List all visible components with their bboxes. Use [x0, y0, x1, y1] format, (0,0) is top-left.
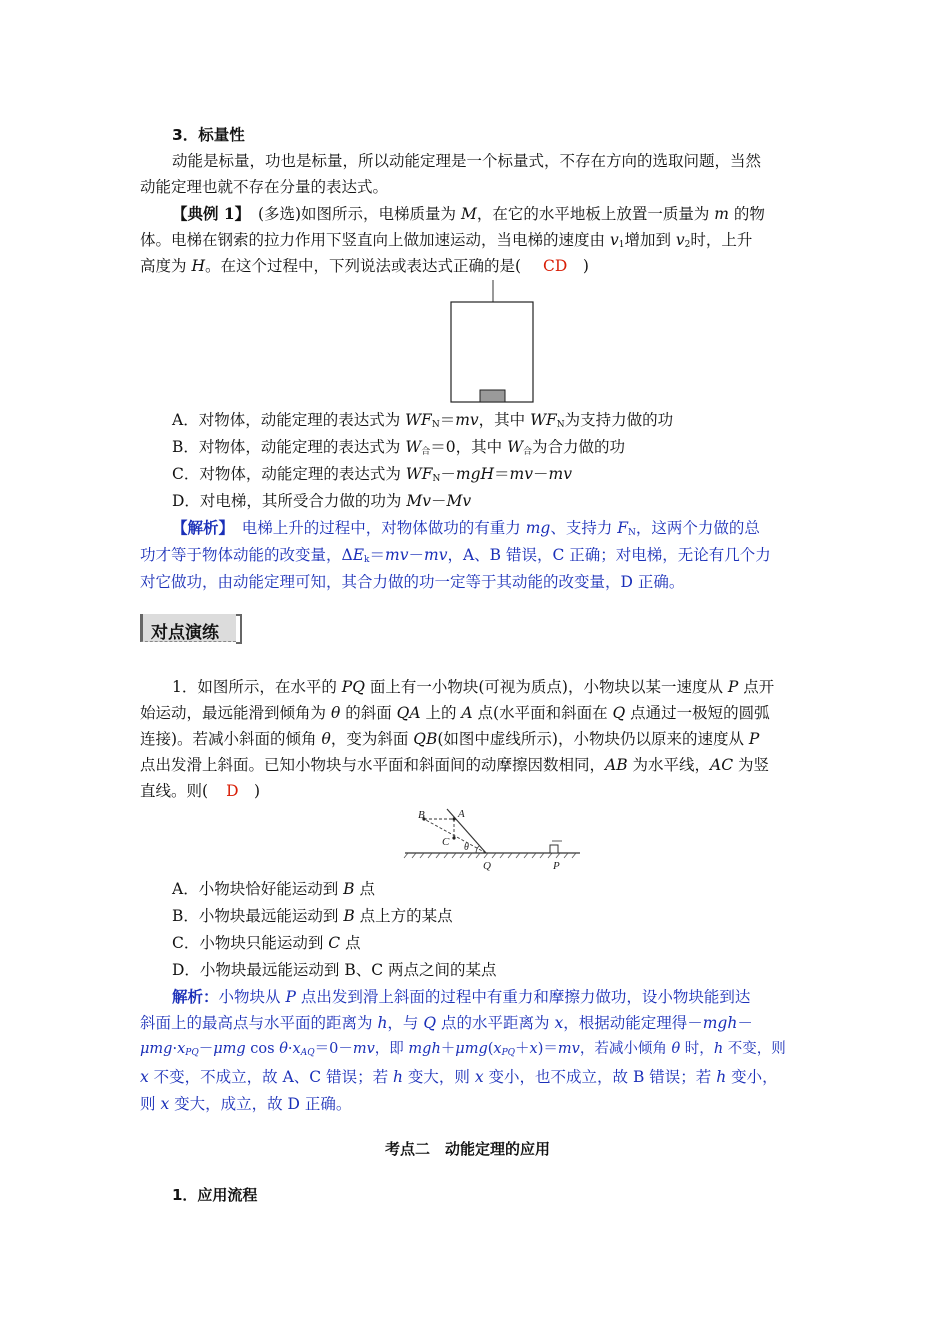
label-p: P	[553, 860, 560, 872]
incline-figure	[400, 805, 585, 875]
slope-qb	[424, 819, 486, 853]
angle-arc	[476, 846, 479, 853]
analysis1-line1: 【解析】 电梯上升的过程中，对物体做功的有重力 mg、支持力 $F_N$，这两个力做的总	[172, 518, 760, 538]
example1-answer: CD	[543, 257, 568, 275]
q1-option-a: A．小物块恰好能运动到 B 点	[172, 880, 375, 898]
flow-heading: 1．应用流程	[172, 1186, 258, 1204]
q1-line1: 1．如图所示，在水平的 PQ 面上有一小物块(可视为质点)，小物块以某一速度从 P 点开	[172, 678, 775, 696]
block	[480, 390, 505, 402]
analysis2-line1: 解析：小物块从 P 点出发到滑上斜面的过程中有重力和摩擦力做功，设小物块能到达	[172, 987, 751, 1006]
option-d: D．对电梯，其所受合力做的功为 Mv－Mv	[172, 492, 472, 510]
elevator-figure	[440, 280, 550, 406]
sec3-line2: 动能定理也就不存在分量的表达式。	[140, 178, 389, 196]
example-label: 【典例 1】	[172, 204, 243, 223]
analysis2-line5: 则 x 变大，成立，故 D 正确。	[140, 1095, 352, 1113]
q1-line3: 连接)。若减小斜面的倾角 θ，变为斜面 QB(如图中虚线所示)，小物块仍以原来的速度从 P	[140, 730, 760, 748]
ground-hatching	[404, 853, 576, 858]
analysis1-line2: 功才等于物体动能的改变量，$\Delta E_k=mv-mv$，A、B 错误，C 正确；对电梯，无论有几个力	[140, 546, 771, 565]
topic-heading: 考点二 动能定理的应用	[385, 1140, 551, 1158]
label-a: A	[458, 808, 465, 820]
q1-line5: 直线。则( D )	[140, 782, 261, 800]
option-c: C．对物体，动能定理的表达式为 $WF_N-mgH=mv-mv$	[172, 465, 572, 484]
option-b: B．对物体，动能定理的表达式为 $W_合=0$，其中 $W_合$为合力做的功	[172, 438, 626, 457]
analysis2-line3: $\mu mg\cdot x_{PQ}-\mu mg$ $\cos \theta\cdot x_{AQ}=0-mv$，即 $mgh+\mu mg(x_{PQ}+x)=mv$，若减小倾角 θ 时，h 不变，则	[140, 1041, 786, 1058]
label-b: B	[418, 809, 425, 821]
analysis1-line3: 对它做功，由动能定理可知，其合力做的功一定等于其动能的改变量，D 正确。	[140, 573, 685, 591]
q1-line2: 始运动，最远能滑到倾角为 θ 的斜面 QA 上的 A 点(水平面和斜面在 Q 点通过一极短的圆弧	[140, 704, 770, 722]
analysis2-line4: x 不变，不成立，故 A、C 错误；若 h 变大，则 x 变小，也不成立，故 B 错误；若 h 变小，	[140, 1068, 778, 1086]
q1-option-c: C．小物块只能运动到 C 点	[172, 934, 361, 952]
q1-option-b: B．小物块最远能运动到 B 点上方的某点	[172, 907, 453, 925]
option-a: A．对物体，动能定理的表达式为 $WF_N=mv$，其中 $WF_N$为支持力做的功	[172, 411, 674, 430]
analysis2-label: 解析：	[172, 987, 219, 1006]
q1-option-d: D．小物块最远能运动到 B、C 两点之间的某点	[172, 961, 497, 979]
example1-line3: 高度为 H。在这个过程中，下列说法或表达式正确的是( CD )	[140, 257, 589, 275]
example1-line1: 【典例 1】 (多选)如图所示，电梯质量为 M，在它的水平地板上放置一质量为 m 的物	[172, 204, 765, 223]
point-c	[452, 836, 455, 839]
section-tag: 对点演练	[140, 614, 236, 642]
label-c: C	[442, 836, 450, 848]
analysis-label: 【解析】	[172, 518, 227, 537]
small-block	[550, 845, 558, 853]
sec3-line1: 动能是标量，功也是标量，所以动能定理是一个标量式，不存在方向的选取问题，当然	[172, 152, 762, 170]
label-q: Q	[483, 860, 491, 872]
example1-line2: 体。电梯在钢索的拉力作用下竖直向上做加速运动，当电梯的速度由 $v_1$增加到 $v_2$时，上升	[140, 231, 753, 250]
q1-line4: 点出发滑上斜面。已知小物块与水平面和斜面间的动摩擦因数相同，AB 为水平线，AC 为竖	[140, 756, 770, 774]
analysis2-line2: 斜面上的最高点与水平面的距离为 h，与 Q 点的水平距离为 x，根据动能定理得－mgh－	[140, 1014, 753, 1032]
point-a	[452, 817, 455, 820]
q1-answer: D	[226, 782, 239, 800]
section-heading-3: 3．标量性	[172, 126, 245, 144]
elevator-box	[451, 302, 533, 402]
label-theta: θ	[464, 842, 469, 853]
